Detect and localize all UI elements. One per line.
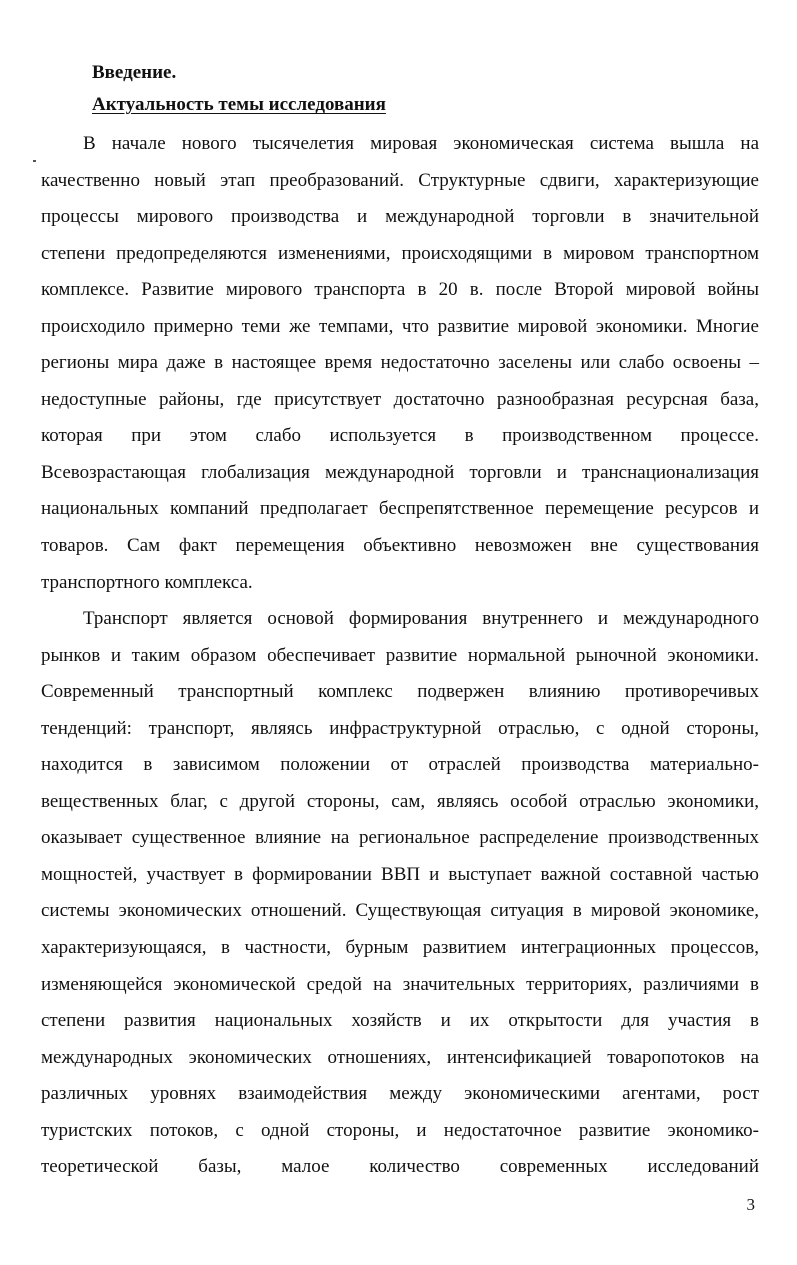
- text-line: В начале нового тысячелетия мировая экономическая система вышла на: [83, 133, 759, 154]
- text-line: оказывает существенное влияние на региональное распределение производственных: [41, 827, 759, 849]
- text-line: теоретической базы, малое количество современных исследований: [41, 1156, 759, 1178]
- text-line: тенденций: транспорт, являясь инфраструктурной отраслью, с одной стороны,: [41, 717, 759, 739]
- text-line: различных уровнях взаимодействия между экономическими агентами, рост: [41, 1083, 759, 1105]
- document-body: [41, 58, 759, 1186]
- text-line: находится в зависимом положении от отраслей производства материально-: [41, 754, 759, 776]
- text-line: изменяющейся экономической средой на значительных территориях, различиями в: [41, 973, 759, 995]
- topic-heading: Актуальность темы исследования: [92, 94, 386, 115]
- text-line: комплексе. Развитие мирового транспорта в 20 в. после Второй мировой войны: [41, 279, 759, 301]
- text-line: Всевозрастающая глобализация международной торговли и транснационализация: [41, 461, 759, 483]
- text-line: товаров. Сам факт перемещения объективно невозможен вне существования: [41, 535, 759, 557]
- text-line: туристских потоков, с одной стороны, и недостаточное развитие экономико-: [41, 1119, 759, 1141]
- text-line: международных экономических отношениях, интенсификацией товаропотоков на: [41, 1046, 759, 1068]
- text-line: транспортного комплекса.: [41, 571, 253, 593]
- text-line: регионы мира даже в настоящее время недостаточно заселены или слабо освоены –: [41, 352, 759, 374]
- text-line: национальных компаний предполагает беспрепятственное перемещение ресурсов и: [41, 498, 759, 520]
- text-line: степени развития национальных хозяйств и их открытости для участия в: [41, 1010, 759, 1032]
- paragraph-2: [41, 601, 759, 1186]
- text-line: качественно новый этап преобразований. Структурные сдвиги, характеризующие: [41, 169, 759, 191]
- text-line: системы экономических отношений. Существующая ситуация в мировой экономике,: [41, 900, 759, 922]
- page-number: 3: [746, 1195, 755, 1214]
- text-line: степени предопределяются изменениями, происходящими в мировом транспортном: [41, 242, 759, 264]
- text-line: которая при этом слабо используется в производственном процессе.: [41, 425, 759, 447]
- text-line: процессы мирового производства и международной торговли в значительной: [41, 206, 759, 228]
- text-line: Транспорт является основой формирования внутреннего и международного: [83, 608, 759, 630]
- margin-mark: [33, 160, 36, 162]
- text-line: происходило примерно теми же темпами, что развитие мировой экономики. Многие: [41, 315, 759, 337]
- text-line: Современный транспортный комплекс подвержен влиянию противоречивых: [41, 681, 759, 703]
- text-line: рынков и таким образом обеспечивает развитие нормальной рыночной экономики.: [41, 644, 759, 666]
- section-heading: Введение.: [92, 62, 177, 83]
- text-line: вещественных благ, с другой стороны, сам, являясь особой отраслью экономики,: [41, 790, 759, 812]
- paragraph-1: [41, 126, 759, 601]
- text-line: мощностей, участвует в формировании ВВП и выступает важной составной частью: [41, 863, 759, 885]
- text-line: недоступные районы, где присутствует достаточно разнообразная ресурсная база,: [41, 388, 759, 410]
- text-line: характеризующаяся, в частности, бурным развитием интеграционных процессов,: [41, 937, 759, 959]
